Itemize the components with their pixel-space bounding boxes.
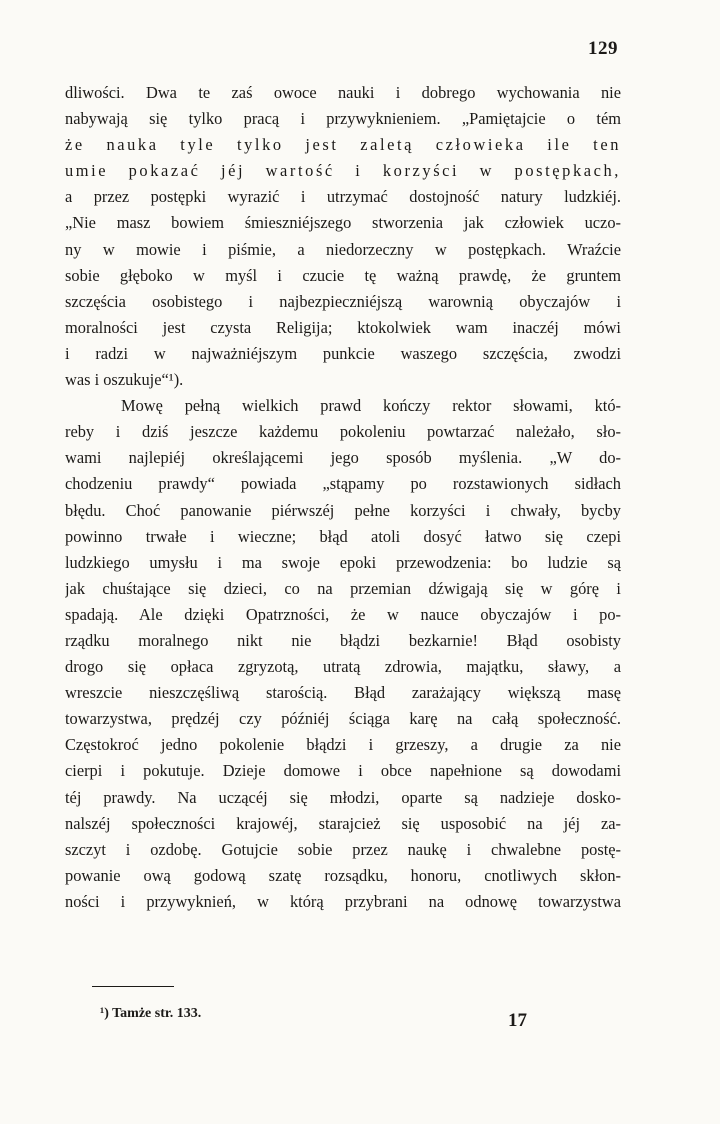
text-line: a przez postępki wyrazić i utrzymać dostojność natury ludzkiéj.	[65, 187, 621, 207]
text-line: towarzystwa, prędzéj czy późniéj ściąga karę na całą społeczność.	[65, 709, 621, 729]
footnote: ¹) Tamże str. 133.	[100, 1006, 202, 1021]
text-line: powinno trwałe i wieczne; błąd atoli dosyć łatwo się czepi	[65, 526, 621, 546]
text-line: ności i przywyknień, w którą przybrani na odnowę towarzystwa	[65, 891, 621, 911]
text-line: reby i dziś jeszcze każdemu pokoleniu powtarzać należało, sło-	[65, 422, 621, 442]
text-line-emphasized: umie pokazać jéj wartość i korzyści w postępkach,	[65, 161, 621, 181]
text-line: szczyt i ozdobę. Gotujcie sobie przez naukę i chwalebne postę-	[65, 839, 621, 859]
text-line: błędu. Choć panowanie piérwszéj pełne korzyści i chwały, bycby	[65, 500, 621, 520]
text-line: sobie głęboko w myśl i czucie tę ważną prawdę, że gruntem	[65, 265, 621, 285]
text-line: dliwości. Dwa te zaś owoce nauki i dobrego wychowania nie	[65, 83, 621, 102]
text-line: chodzeniu prawdy“ powiada „stąpamy po rozstawionych sidłach	[65, 474, 621, 494]
text-line: rządku moralnego nikt nie błądzi bezkarnie! Błąd osobisty	[65, 630, 621, 650]
text-line: ny w mowie i piśmie, a niedorzeczny w postępkach. Wraźcie	[65, 239, 621, 259]
footnote-divider	[92, 986, 174, 987]
text-line: téj prawdy. Na uczącéj się młodzi, oparte są nadzieje dosko-	[65, 787, 621, 807]
body-text	[65, 80, 621, 915]
text-line: moralności jest czysta Religija; ktokolwiek wam inaczéj mówi	[65, 317, 621, 337]
text-line: nabywają się tylko pracą i przywyknieniem. „Pamiętajcie o tém	[65, 109, 621, 129]
text-line: powanie ową godową szatę rozsądku, honoru, cnotliwych skłon-	[65, 865, 621, 885]
text-line: Mowę pełną wielkich prawd kończy rektor słowami, któ-	[121, 396, 621, 416]
text-line: drogo się opłaca zgryzotą, utratą zdrowia, majątku, sławy, a	[65, 657, 621, 677]
text-line: was i oszukuje“¹).	[65, 370, 184, 390]
text-line: cierpi i pokutuje. Dzieje domowe i obce napełnione są dowodami	[65, 761, 621, 781]
text-line: spadają. Ale dzięki Opatrzności, że w nauce obyczajów i po-	[65, 604, 621, 624]
text-line: jak chuśtające się dzieci, co na przemian dźwigają się w górę i	[65, 578, 621, 598]
signature-mark: 17	[508, 1010, 527, 1031]
page-number: 129	[588, 38, 618, 59]
text-line: szczęścia osobistego i najbezpieczniéjszą warownią obyczajów i	[65, 291, 621, 311]
text-line: Częstokroć jedno pokolenie błądzi i grzeszy, a drugie za nie	[65, 735, 621, 755]
text-line: wami najlepiéj określającemi jego sposób myślenia. „W do-	[65, 448, 621, 468]
text-line: ludzkiego umysłu i ma swoje epoki przewodzenia: bo ludzie są	[65, 552, 621, 572]
text-line: i radzi w najważniéjszym punkcie waszego szczęścia, zwodzi	[65, 343, 621, 363]
text-line-emphasized: że nauka tyle tylko jest zaletą człowieka ile ten	[65, 135, 621, 155]
text-line: wreszcie nieszczęśliwą starością. Błąd zarażający większą masę	[65, 683, 621, 703]
text-line: „Nie masz bowiem śmieszniéjszego stworzenia jak człowiek uczo-	[65, 213, 621, 233]
text-line: nalszéj społeczności krajowéj, starajcież się usposobić na jéj za-	[65, 813, 621, 833]
